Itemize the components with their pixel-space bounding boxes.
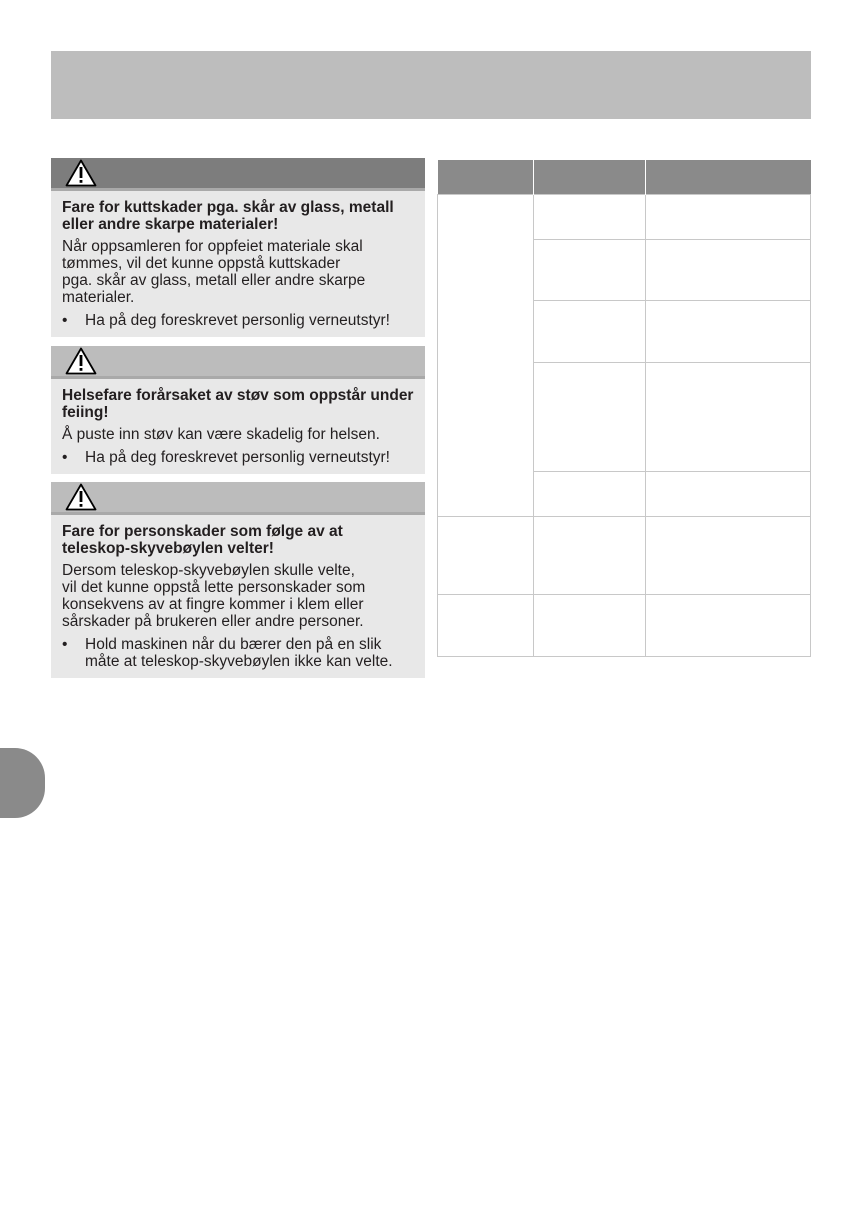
table-row [438, 517, 811, 595]
warning-title: Fare for kuttskader pga. skår av glass, metall eller andre skarpe materialer! [62, 199, 394, 233]
warning-triangle-icon [65, 159, 97, 187]
table-cell [646, 595, 811, 657]
warning-triangle-icon [65, 347, 97, 375]
warning-title: Helsefare forårsaket av støv som oppstår under feiing! [62, 387, 414, 421]
warning-bar [51, 158, 425, 191]
chapter-side-tab [0, 748, 45, 818]
warning-text: Å puste inn støv kan være skadelig for helsen. [62, 426, 380, 443]
warning-box-handle-tipping [51, 482, 425, 678]
table-cell [534, 240, 646, 301]
table-header-cell [646, 160, 811, 195]
table-header-row [438, 160, 811, 195]
warning-bullet: • Ha på deg foreskrevet personlig verneutstyr! [62, 449, 415, 466]
troubleshooting-table [437, 160, 811, 657]
table-header-cell [534, 160, 646, 195]
table-header-cell [438, 160, 534, 195]
table-row [438, 195, 811, 240]
table-cell [438, 195, 534, 517]
table-cell [646, 240, 811, 301]
table-cell [646, 301, 811, 363]
table-cell [534, 595, 646, 657]
warning-title: Fare for personskader som følge av at teleskop-skyvebøylen velter! [62, 523, 343, 557]
warning-bar [51, 346, 425, 379]
warning-bullet: • Ha på deg foreskrevet personlig verneutstyr! [62, 312, 415, 329]
table-row [438, 595, 811, 657]
table-cell [646, 195, 811, 240]
table-cell [646, 363, 811, 472]
table-cell [534, 301, 646, 363]
warning-bullet: • Hold maskinen når du bærer den på en slik måte at teleskop-skyvebøylen ikke kan velte. [62, 636, 415, 670]
warning-box-dust-health [51, 346, 425, 474]
warning-text: Når oppsamleren for oppfeiet materiale skal tømmes, vil det kunne oppstå kuttskader pga. skår av glass, metall eller andre skarpe materialer. [62, 238, 366, 306]
table-cell [646, 517, 811, 595]
header-band [51, 51, 811, 119]
table-cell [646, 472, 811, 517]
table-cell [534, 517, 646, 595]
warning-text: Dersom teleskop-skyvebøylen skulle velte, vil det kunne oppstå lette personskader som konsekvens av at fingre kommer i klem eller sårskader på brukeren eller andre personer. [62, 562, 366, 630]
warning-triangle-icon [65, 483, 97, 511]
table-cell [438, 517, 534, 595]
table-cell [534, 363, 646, 472]
warning-box-cut-injury [51, 158, 425, 337]
table-cell [438, 595, 534, 657]
warning-bar [51, 482, 425, 515]
table-cell [534, 472, 646, 517]
table-cell [534, 195, 646, 240]
